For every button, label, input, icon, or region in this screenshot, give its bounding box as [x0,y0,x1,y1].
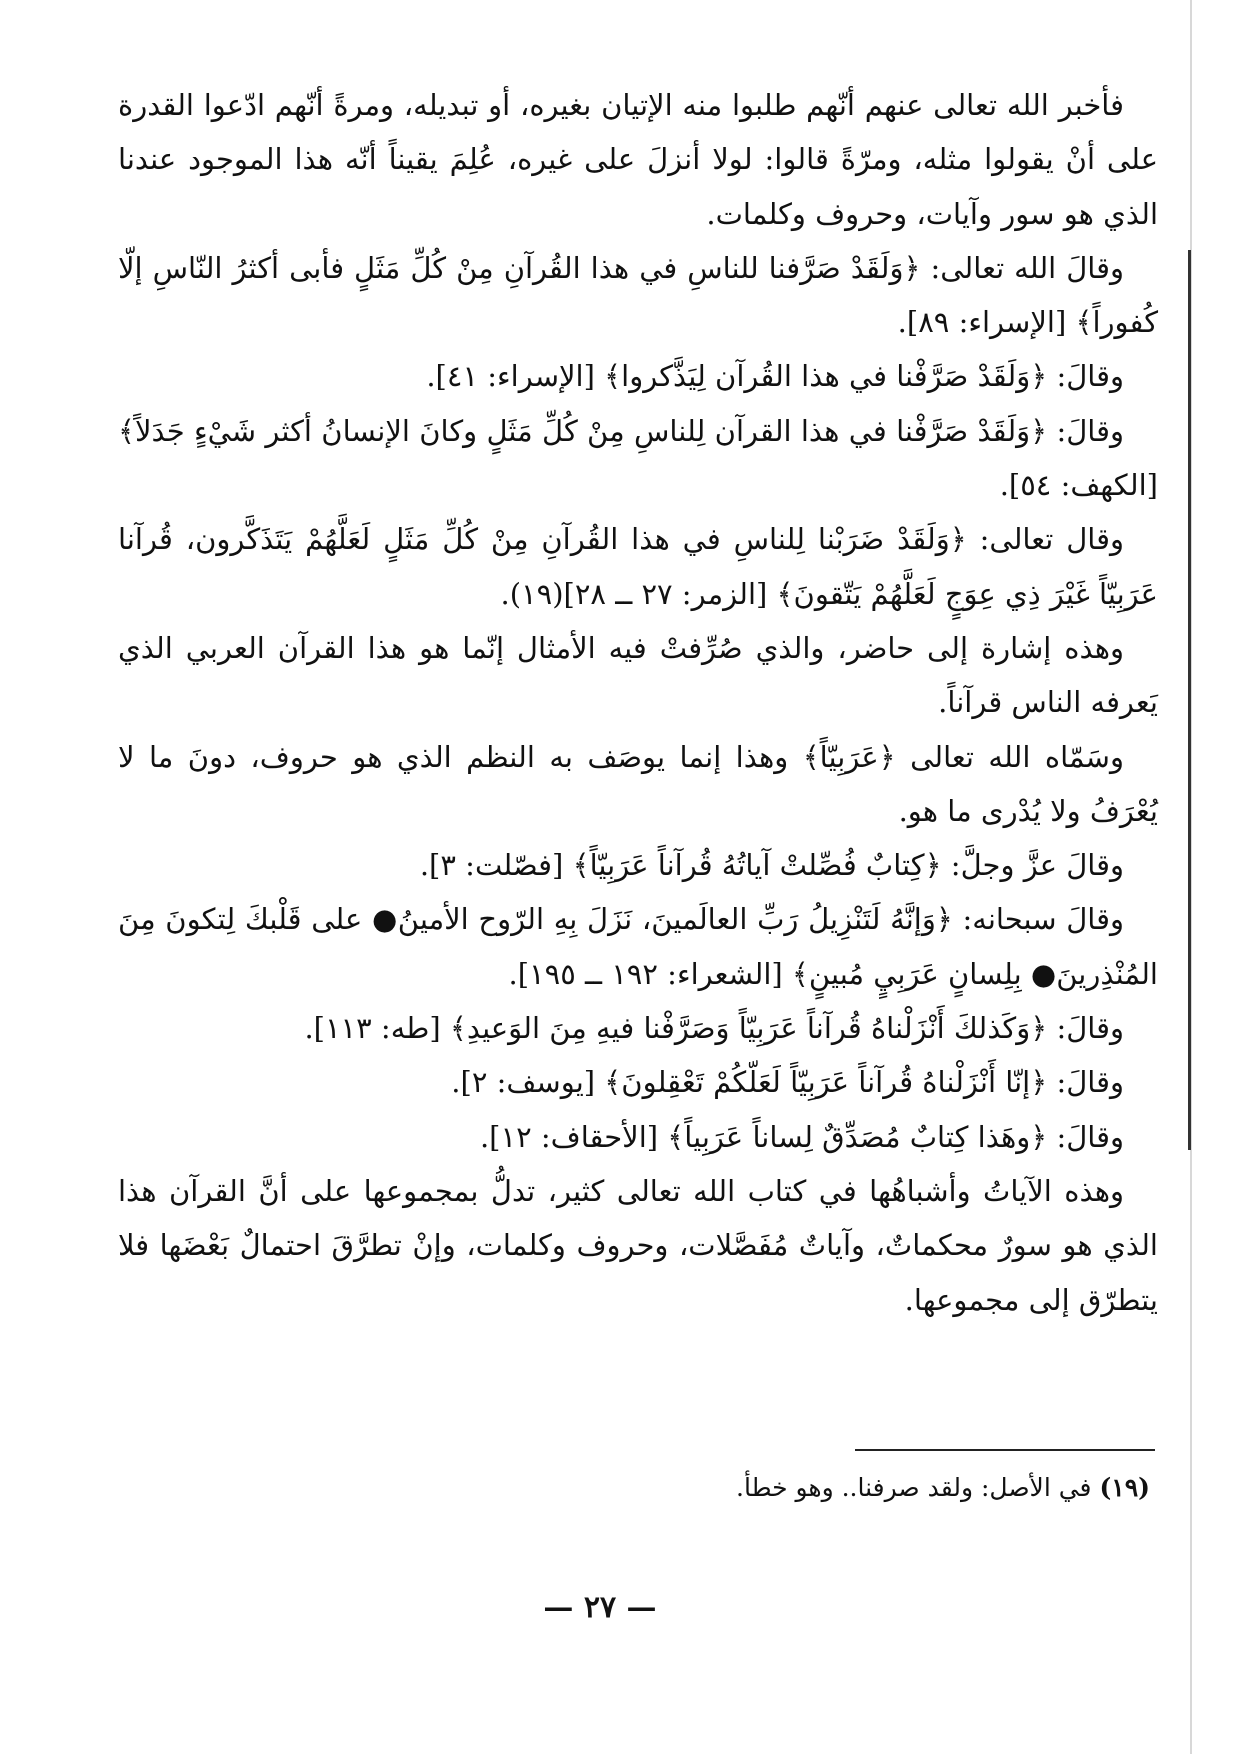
scan-binding-line [1188,250,1191,1150]
paragraph-13: وهذه الآياتُ وأشباهُها في كتاب الله تعالى كثير، تدلُّ بمجموعها على أنَّ القرآن هذا الذي هو سورٌ محكماتٌ، وآياتٌ مُفَصَّلات، وحروف وكلمات، وإنْ تطرَّقَ احتمالٌ بَعْضَها فلا يتطرّق إلى مجموعها. [118,1173,1158,1317]
paragraph-8: وقالَ عزَّ وجلَّ: ﴿كِتابٌ فُصِّلتْ آياتُهُ قُرآناً عَرَبِيّاً﴾ [فصّلت: ٣]. [419,848,1124,883]
page-number: — ٢٧ — [543,1590,657,1625]
footnote-text: في الأصل: ولقد صرفنا.. وهو خطأ. [736,1473,1092,1502]
paragraph-2: وقالَ الله تعالى: ﴿وَلَقَدْ صَرَّفنا للناسِ في هذا القُرآنِ مِنْ كُلِّ مَثَلٍ فأبى أكثرُ النّاسِ إلّا كُفوراً﴾ [الإسراء: ٨٩]. [118,250,1158,340]
paragraph-9: وقالَ سبحانه: ﴿وَإنَّهُ لَتَنْزِيلُ رَبِّ العالَمينَ، نَزَلَ بِهِ الرّوح الأمينُ● على قَلْبكَ لِتكونَ مِنَ المُنْذِرينَ● بِلِسانٍ عَرَبِيٍ مُبينٍ﴾ [الشعراء: ١٩٢ ــ ١٩٥]. [118,902,1158,991]
paragraph-6: وهذه إشارة إلى حاضر، والذي صُرِّفتْ فيه الأمثال إنّما هو هذا القرآن العربي الذي يَعرفه الناس قرآناً. [118,630,1158,720]
paragraph-1: فأخبر الله تعالى عنهم أنّهم طلبوا منه الإتيان بغيره، أو تبديله، ومرةً أنّهم ادّعوا القدرة على أنْ يقولوا مثله، ومرّةً قالوا: لولا أنزلَ على غيره، عُلِمَ يقيناً أنّه هذا الموجود عندنا الذي هو سور وآيات، وحروف وكلمات. [118,88,1158,231]
paragraph-11: وقالَ: ﴿إنّا أَنْزَلْناهُ قُرآناً عَرَبِيّاً لَعَلّكُمْ تَعْقِلونَ﴾ [يوسف: ٢]. [451,1065,1124,1100]
paragraph-5: وقال تعالى: ﴿وَلَقَدْ ضَرَبْنا لِلناسِ في هذا القُرآنِ مِنْ كُلِّ مَثَلٍ لَعَلَّهُمْ يَتَذَكَّرون، قُرآنا عَرَبِيّاً غَيْرَ ذِي عِوَجٍ لَعَلَّهُمْ يَتّقونَ﴾ [الزمر: ٢٧ ــ ٢٨](١٩). [118,522,1158,611]
paragraph-10: وقالَ: ﴿وَكَذلكَ أَنْزَلْناهُ قُرآناً عَرَبِيّاً وَصَرَّفْنا فيهِ مِنَ الوَعيدِ﴾ [طه: ١١٣]. [304,1011,1124,1046]
paragraph-3: وقالَ: ﴿وَلَقَدْ صَرَّفْنا في هذا القُرآن لِيَذَّكروا﴾ [الإسراء: ٤١]. [426,359,1124,394]
paragraph-7: وسَمّاه الله تعالى ﴿عَرَبِيّاً﴾ وهذا إنما يوصَف به النظم الذي هو حروف، دونَ ما لا يُعْرَفُ ولا يُدْرى ما هو. [118,739,1158,828]
paragraph-12: وقالَ: ﴿وهَذا كِتابٌ مُصَدِّقٌ لِساناً عَرَبِياً﴾ [الأحقاف: ١٢]. [479,1119,1124,1154]
footnote-divider [855,1449,1155,1451]
main-text [118,78,1158,1327]
paragraph-4: وقالَ: ﴿وَلَقَدْ صَرَّفْنا في هذا القرآن لِلناسِ مِنْ كُلِّ مَثَلٍ وكانَ الإنسانُ أكثر شَيْءٍ جَدَلاً﴾ [الكهف: ٥٤]. [118,413,1158,503]
footnote-number: (١٩) [1099,1473,1150,1502]
footnote [420,1468,1150,1508]
